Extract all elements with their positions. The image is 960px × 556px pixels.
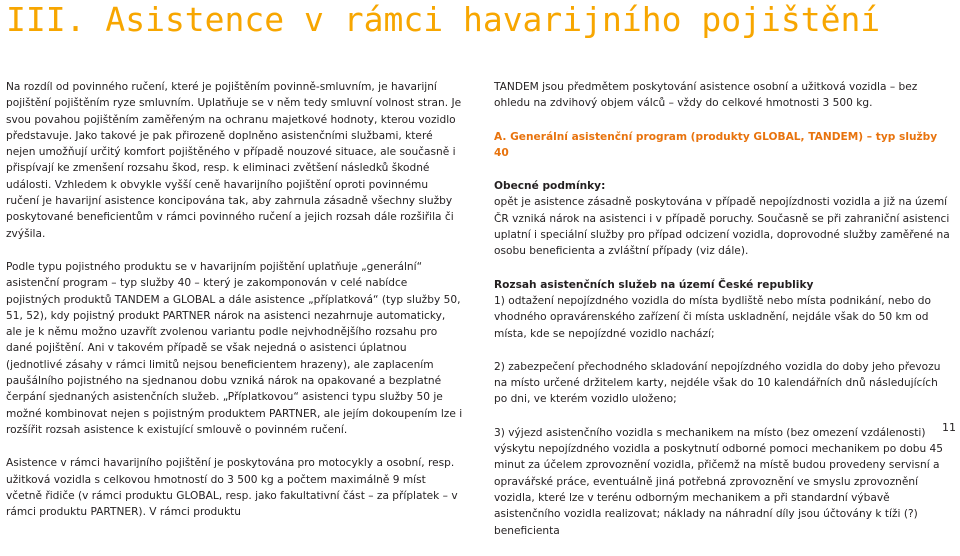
page-title: III. Asistence v rámci havarijního pojištění bbox=[6, 0, 881, 39]
paragraph-program-types: Podle typu pojistného produktu se v havarijním pojištění uplatňuje „generální“ asistenční program – typ služby 40 – který je zakomponován v celé nabídce pojistných produktů TANDEM a GLOBAL a dále asistence „příplatková“ (typ služby 50, 51, 52), kdy pojistný produkt PARTNER nárok na asistenci nezahrnuje automaticky, ale je k němu možno uzavřít zvolenou variantu podle nejvhodnějšího rozsahu pro dané pojištění. Ani v takovém případě se však nejedná o asistenci úplatnou (jednotlivé zásahy v rámci limitů nejsou beneficientem hrazeny), ale zaplacením paušálního pojistného na sjednanou dobu vzniká nárok na opakované a bezplatné čerpání sjednaných asistenčních služeb. „Příplatkovou“ asistenci typu služby 50 je možné kombinovat nejen s pojistným produktem PARTNER, ale jejím dokoupením lze i rozšířit rozsah asistence k existující smlouvě o povinném ručení. bbox=[6, 260, 463, 436]
paragraph-tandem: TANDEM jsou předmětem poskytování asistence osobní a užitková vozidla – bez ohledu na zdvihový objem válců – vždy do celkové hmotnosti 3 500 kg. bbox=[494, 81, 918, 110]
list-item: 2) zabezpečení přechodného skladování nepojízdného vozidla do doby jeho převozu na místo určené držitelem karty, nejdéle však do 10 kalendářních dnů následujících po dni, ve kterém vozidlo uloženo; bbox=[494, 360, 941, 406]
list-item: 3) výjezd asistenčního vozidla s mechanikem na místo (bez omezení vzdálenosti) výskytu nepojízdného vozidla a poskytnutí odborné pomoci mechanikem po dobu 45 minut za účelem zprovoznění vozidla, přičemž na místě budou provedeny servisní a opravářské práce, eventuálně jiná potřebná zprovoznění ve smyslu zprovoznění vozidla, které lze v terénu odborným mechanikem a při standardní výbavě asistenčního vozidla realizovat; náklady na náhradní díly jsou účtovány k tíži (?) beneficienta bbox=[494, 426, 944, 537]
paragraph-general-conditions: opět je asistence zásadně poskytována v případě nepojízdnosti vozidla a již na území ČR vzniká nárok na asistenci i v případě poruchy. Současně se při zahraniční asistenci uplatní i speciální služby pro případ odcizení vozidla, doprovodné služby zaměřené na osobu beneficienta a zvláštní případy (viz dále). bbox=[494, 196, 950, 258]
right-column bbox=[494, 79, 952, 556]
subheading-general-conditions: Obecné podmínky: bbox=[494, 180, 606, 193]
paragraph-intro: Na rozdíl od povinného ručení, které je pojištěním povinně-smluvním, je havarijní pojištění pojištěním ryze smluvním. Uplatňuje se v něm tedy smluvní volnost stran. Je svou povahou pojištěním zaměřeným na ochranu majetkové hodnoty, kterou vozidlo představuje. Jako takové je pak přirozeně doplněno asistenčními službami, které nejen umožňují určitý komfort pojištěného v případě nouzové situace, ale současně i přispívají ke zmenšení rozsahu škod, resp. k eliminaci zvětšení následků škodné události. Vzhledem k obvykle vyšší ceně havarijního pojištění oproti povinnému ručení je havarijní asistence koncipována tak, aby zahrnula zásadně všechny služby poskytované beneficientům v rámci povinného ručení a jejich rozsah dále rozšiřila či zvýšila. bbox=[6, 81, 462, 240]
list-item: 1) odtažení nepojízdného vozidla do místa bydliště nebo místa podnikání, nebo do vhodného opravárenského zařízení či místa uskladnění, nejdále však do 50 km od místa, kde se nepojízdné vozidlo nachází; bbox=[494, 294, 931, 340]
paragraph-vehicle-scope: Asistence v rámci havarijního pojištění je poskytována pro motocykly a osobní, resp. užitková vozidla s celkovou hmotností do 3 500 kg a počtem maximálně 9 míst včetně řidiče (v rámci produktu GLOBAL, resp. jako fakultativní část – za příplatek – v rámci produktu PARTNER). V rámci produktu bbox=[6, 457, 458, 519]
left-column bbox=[6, 79, 464, 537]
page-number: 11 bbox=[942, 421, 956, 434]
section-heading-a: A. Generální asistenční program (produkty GLOBAL, TANDEM) – typ služby 40 bbox=[494, 130, 938, 159]
subheading-scope: Rozsah asistenčních služeb na území České republiky bbox=[494, 278, 814, 291]
